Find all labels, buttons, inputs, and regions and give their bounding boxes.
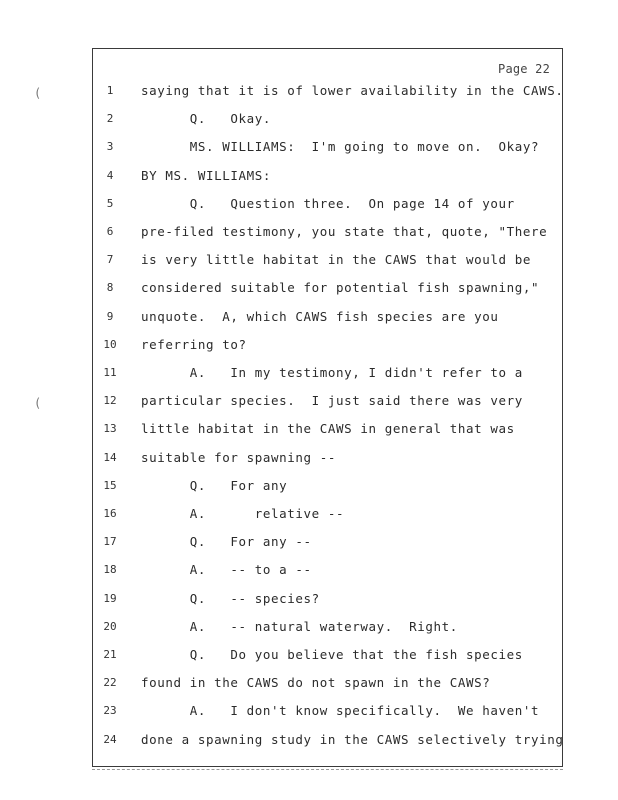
line-number: 19 (103, 591, 117, 605)
transcript-line (93, 139, 562, 159)
line-text: suitable for spawning -- (141, 449, 337, 465)
line-number: 16 (103, 507, 117, 520)
line-text: BY MS. WILLIAMS: (141, 167, 272, 183)
transcript-line (93, 675, 562, 695)
line-number: 6 (106, 225, 114, 238)
line-text: Q. For any -- (141, 534, 312, 550)
line-text: A. relative -- (141, 506, 345, 521)
line-text: A. In my testimony, I didn't refer to a (141, 365, 523, 380)
line-text: Q. Okay. (141, 111, 272, 127)
transcript-line (93, 506, 562, 526)
line-number: 7 (106, 253, 114, 267)
line-text: considered suitable for potential fish spawning," (141, 280, 540, 296)
transcript-line (93, 309, 562, 329)
transcript-line (93, 280, 562, 300)
line-number: 4 (106, 168, 114, 182)
transcript-line (93, 732, 562, 752)
line-text: referring to? (141, 336, 247, 352)
line-number: 8 (106, 281, 114, 295)
line-text: particular species. I just said there was very (141, 393, 523, 409)
line-number: 21 (103, 648, 117, 661)
line-text: is very little habitat in the CAWS that would be (141, 252, 532, 268)
line-number: 13 (103, 422, 117, 436)
transcript-line (93, 252, 562, 272)
line-text: found in the CAWS do not spawn in the CAWS? (141, 675, 491, 691)
transcript-line (93, 619, 562, 639)
line-text: done a spawning study in the CAWS selectively trying (141, 731, 564, 747)
line-number: 18 (103, 563, 117, 577)
line-text: MS. WILLIAMS: I'm going to move on. Okay? (141, 139, 540, 155)
line-number: 15 (103, 478, 117, 492)
line-number: 12 (103, 394, 117, 408)
line-text: Q. Do you believe that the fish species (141, 647, 523, 662)
line-text: A. -- natural waterway. Right. (141, 618, 458, 634)
line-number: 3 (106, 140, 114, 154)
hole-punch-mark-middle: ( (34, 396, 42, 410)
line-number: 1 (106, 84, 114, 97)
transcript-line (93, 168, 562, 188)
line-text: Q. Question three. On page 14 of your (141, 195, 515, 211)
line-text: A. -- to a -- (141, 562, 312, 578)
line-number: 14 (103, 450, 117, 464)
transcript-line (93, 111, 562, 131)
page-number: Page 22 (498, 62, 550, 76)
line-number: 9 (106, 309, 114, 323)
line-text: pre-filed testimony, you state that, quote, "There (141, 224, 548, 239)
line-number: 11 (103, 366, 117, 379)
transcript-line (93, 478, 562, 498)
line-text: A. I don't know specifically. We haven't (141, 703, 540, 719)
line-text: Q. For any (141, 477, 288, 493)
line-text: unquote. A, which CAWS fish species are you (141, 308, 499, 324)
line-number: 20 (103, 619, 117, 633)
transcript-line (93, 647, 562, 667)
line-number: 23 (103, 704, 117, 718)
line-number: 22 (103, 676, 117, 690)
line-text: little habitat in the CAWS in general that was (141, 421, 515, 437)
transcript-line (93, 534, 562, 554)
transcript-line (93, 421, 562, 441)
transcript-line (93, 591, 562, 611)
line-text: saying that it is of lower availability in the CAWS. (141, 83, 564, 98)
hole-punch-mark-top: ( (34, 86, 42, 100)
transcript-line (93, 562, 562, 582)
line-number: 10 (103, 337, 117, 351)
line-number: 24 (103, 732, 117, 746)
transcript-line (93, 224, 562, 244)
line-number: 2 (106, 112, 114, 126)
line-number: 17 (103, 535, 117, 549)
line-number: 5 (106, 196, 114, 210)
footer-rule (92, 769, 563, 770)
transcript-line (93, 393, 562, 413)
line-text: Q. -- species? (141, 590, 320, 606)
transcript-line (93, 365, 562, 385)
transcript-line (93, 337, 562, 357)
transcript-page (92, 48, 563, 767)
transcript-line (93, 83, 562, 103)
transcript-line (93, 450, 562, 470)
transcript-line (93, 703, 562, 723)
transcript-line (93, 196, 562, 216)
